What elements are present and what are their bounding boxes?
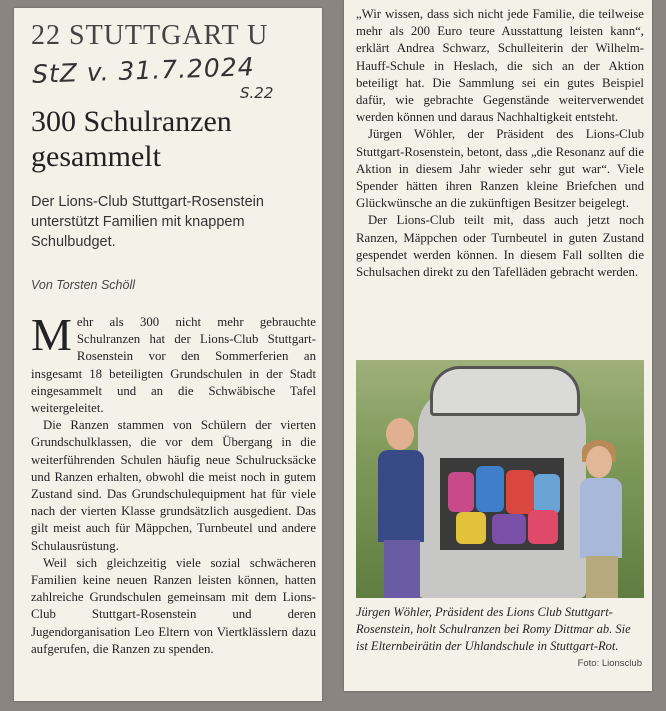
handwritten-page-note: S.22	[240, 84, 274, 102]
paragraph: Der Lions-Club teilt mit, dass auch jetzt noch Ranzen, Mäppchen oder Turnbeutel in guten Zustand gespendet werden können. In diesem Fall sollten die Schulsachen direkt zu den Tafelläden gebracht werden.	[356, 213, 644, 280]
article-body-right	[356, 6, 644, 281]
person-left	[378, 450, 424, 542]
paragraph: Weil sich gleichzeitig viele sozial schwächeren Familien keine neuen Ranzen leisten können, hatten zahlreiche Grundschulen gemeinsam mit dem Lions-Club Stuttgart-Rosenstein und deren Jugendorganisation Leo Eltern von Viertklässlern dazu aufgerufen, die Ranzen zu spenden.	[31, 555, 316, 656]
paragraph	[31, 309, 316, 417]
paragraph-text: ehr als 300 nicht mehr gebrauchte Schulranzen hat der Lions-Club Stuttgart-Rosenstein vor den Sommerferien an insgesamt 18 beteiligten Grundschulen in der Stadt eingesammelt und an die Schwäbische Tafel weitergeleitet.	[31, 315, 316, 416]
paragraph: Jürgen Wöhler, der Präsident des Lions-Club Stuttgart-Rosenstein, betont, dass „die Resonanz auf die Aktion in diesem Jahr wieder sehr gut war“. Viele Spender hätten ihren Ranzen kleine Briefchen und Glückwünsche an die zukünftigen Besitzer beigelegt.	[356, 127, 644, 211]
school-bag	[528, 510, 558, 544]
school-bag	[534, 474, 560, 514]
person-right-legs	[586, 556, 618, 598]
person-right	[580, 478, 622, 558]
school-bag	[476, 466, 504, 512]
section-header: 22 STUTTGART U	[31, 20, 269, 51]
handwritten-source-note: StZ v. 31.7.2024	[31, 52, 256, 89]
school-bag	[448, 472, 474, 512]
left-newspaper-clipping	[14, 8, 322, 701]
school-bag	[506, 470, 534, 514]
photo-caption: Jürgen Wöhler, Präsident des Lions Club Stuttgart-Rosenstein, holt Schulranzen bei Romy Dittmar ab. Sie ist Elternbeirätin der Uhlandschule in Stuttgart-Rot.	[356, 605, 631, 653]
paragraph: „Wir wissen, dass sich nicht jede Familie, die teilweise mehr als 200 Euro teure Ausstattung leisten kann“, erklärt Andrea Schwarz, Schulleiterin der Wilhelm-Hauff-Schule in Heslach, die sich an der Aktion beteiligt hat. Die Sammlung sei ein gutes Beispiel dafür, wie gebrachte Gegenstände weiterverwendet werden können und daraus Nachhaltigkeit entsteht.	[356, 7, 644, 125]
dropcap: M	[31, 309, 72, 360]
school-bag	[492, 514, 526, 544]
article-headline: 300 Schulranzen gesammelt	[31, 105, 232, 173]
person-left-head	[386, 418, 414, 450]
article-teaser: Der Lions-Club Stuttgart-Rosenstein unterstützt Familien mit knappem Schulbudget.	[31, 194, 264, 250]
school-bag	[456, 512, 486, 544]
car-trunk-lid	[430, 366, 580, 416]
right-newspaper-clipping	[344, 0, 652, 691]
paragraph: Die Ranzen stammen von Schülern der vierten Grundschulklassen, die vor dem Übergang in die weiterführenden Schulen häufig neue Schulrucksäcke und Ranzen erhalten, obwohl die meist noch in gutem Zustand sind. Das Grundschulequipment hat für viele nach der vierten Klasse grundsätzlich ausgedient. Das gilt meist auch für Mäppchen, Turnbeutel und andere Schulausrüstung.	[31, 418, 316, 553]
article-photo	[356, 360, 644, 598]
photo-credit: Foto: Lionsclub	[577, 658, 642, 669]
person-right-head	[586, 446, 612, 478]
article-byline: Von Torsten Schöll	[31, 278, 135, 292]
person-left-legs	[384, 540, 420, 598]
article-body-left	[31, 309, 316, 658]
